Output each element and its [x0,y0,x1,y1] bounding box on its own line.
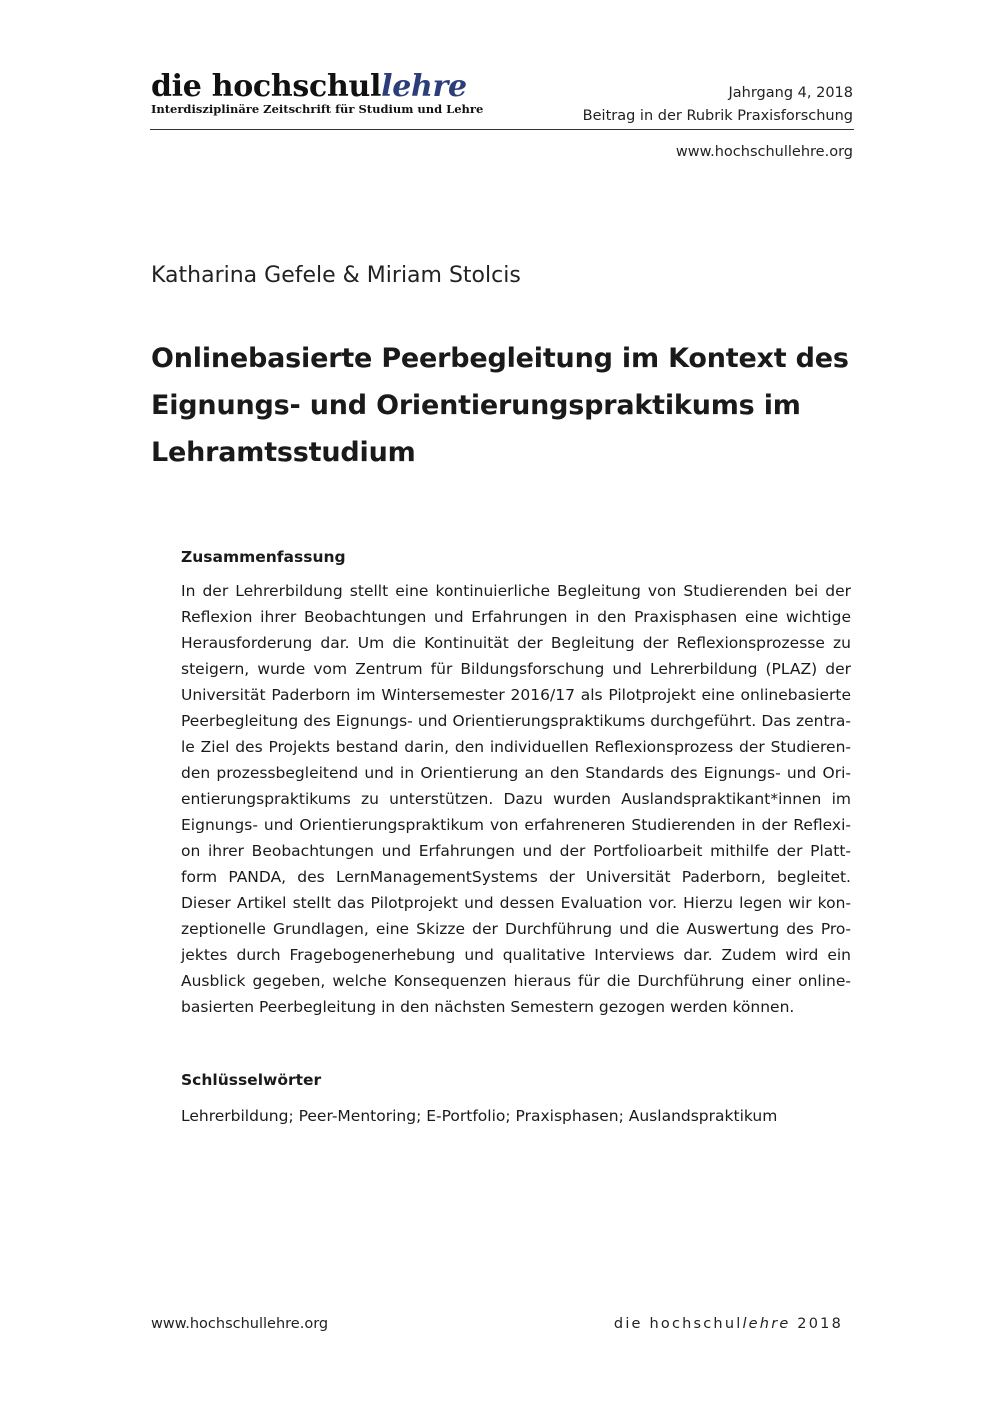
abstract-heading: Zusammenfassung [181,548,346,566]
journal-logo [151,70,551,115]
authors: Katharina Gefele & Miriam Stolcis [151,263,521,288]
journal-subtitle: Interdisziplinäre Zeitschrift für Studium und Lehre [151,102,484,116]
article-title: Onlinebasierte Peerbegleitung im Kontext des Eignungs- und Orientierungspraktikums im Lehramtsstudium [151,343,849,468]
header-meta [583,82,853,128]
journal-name-main: die hochschul [151,69,382,104]
footer-journal-accent: lehre [742,1316,791,1332]
footer-journal-main: die hochschul [613,1316,743,1332]
footer-url: www.hochschullehre.org [151,1316,329,1332]
footer-journal [614,1314,843,1334]
footer-year: 2018 [790,1316,843,1332]
keywords-text: Lehrerbildung; Peer-Mentoring; E-Portfolio; Praxisphasen; Auslandspraktikum [181,1107,778,1125]
header-divider [150,129,854,130]
section-label: Beitrag in der Rubrik Praxisforschung [582,108,853,124]
journal-name-accent: lehre [381,69,467,104]
volume-label: Jahrgang 4, 2018 [728,85,853,101]
header-url: www.hochschullehre.org [675,144,853,160]
journal-name [151,70,551,104]
abstract-text: In der Lehrerbildung stellt eine kontinuierliche Begleitung von Studierenden bei der Reflexion ihrer Beobachtungen und Erfahrungen in den Praxisphasen eine wichtige Herausforderung dar. Um die Kontinuität der Begleitung der Reflexionsprozesse zu steigern, wurde vom Zentrum für Bildungsforschung und Lehrerbildung (PLAZ) der Universität Paderborn im Wintersemester 2016/17 als Pilotprojekt eine onlinebasierte Peerbegleitung des Eignungs- und Orientierungspraktikums durchgeführt. Das zentrale Ziel des Projekts bestand darin, den individuellen Reflexionsprozess der Studierenden prozessbegleitend und in Orientierung an den Standards des Eignungs- und Orientierungspraktikums zu unterstützen. Dazu wurden Auslandspraktikant*innen im Eignungs- und Orientierungspraktikum von erfahreneren Studierenden in der Reflexion ihrer Beobachtungen und Erfahrungen und der Portfolioarbeit mithilfe der Plattform PANDA, des LernManagementSystems der Universität Paderborn, begleitet. Dieser Artikel stellt das Pilotprojekt und dessen Evaluation vor. Hierzu legen wir konzeptionelle Grundlagen, eine Skizze der Durchführung und die Auswertung des Projektes durch Fragebogenerhebung und qualitative Interviews dar. Zudem wird ein Ausblick gegeben, welche Konsequenzen hieraus für die Durchführung einer onlinebasierten Peerbegleitung in den nächsten Semestern gezogen werden können. [181,582,851,1016]
keywords-heading: Schlüsselwörter [181,1071,322,1089]
